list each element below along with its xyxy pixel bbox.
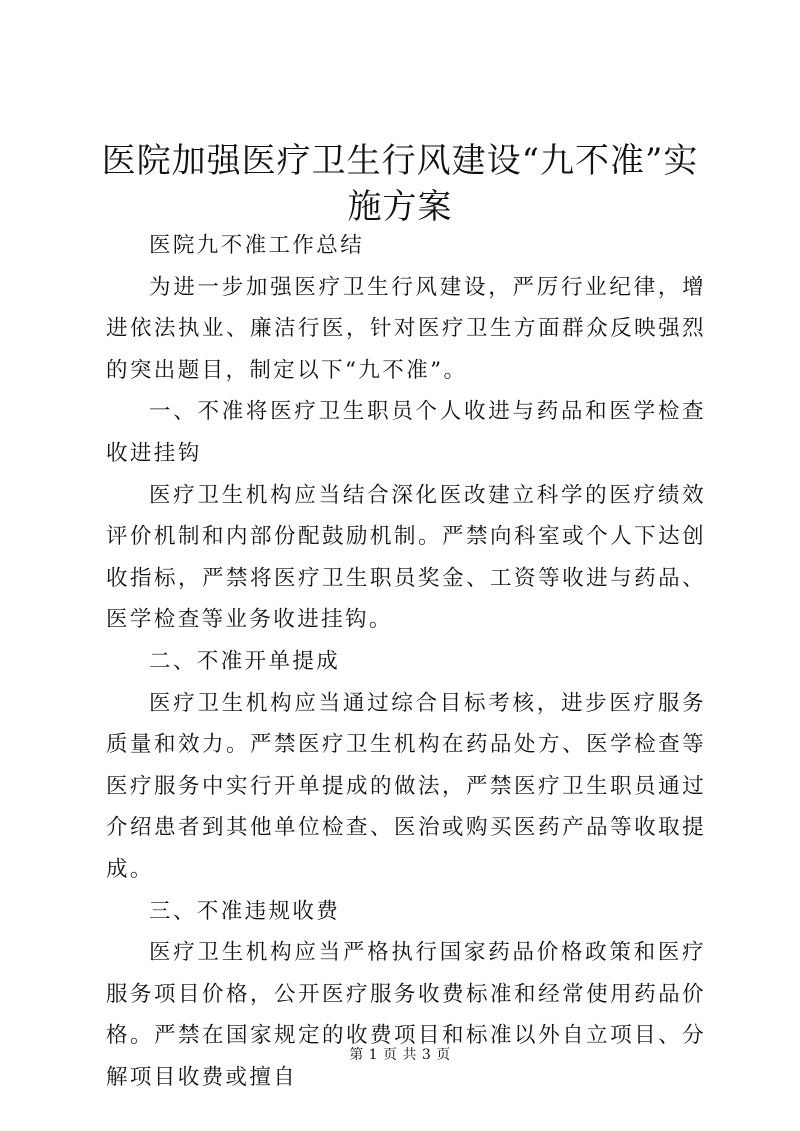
section-heading-3: 三、不准违规收费 xyxy=(149,898,341,924)
section-heading-2: 二、不准开单提成 xyxy=(149,648,341,674)
summary-label: 医院九不准工作总结 xyxy=(149,233,365,258)
section-heading-1: 一、不准将医疗卫生职员个人收进与药品和医学检查收进挂钩 xyxy=(106,399,706,466)
section-paragraph-2: 医疗卫生机构应当通过综合目标考核，进步医疗服务质量和效力。严禁医疗卫生机构在药品处方、医学检查等医疗服务中实行开单提成的做法，严禁医疗卫生职员通过介绍患者到其他单位检查、医治或购买医药产品等收取提成。 xyxy=(106,690,706,882)
intro-paragraph: 为进一步加强医疗卫生行风建设，严厉行业纪律，增进依法执业、廉洁行医，针对医疗卫生方面群众反映强烈的突出题目，制定以下“九不准”。 xyxy=(106,274,706,383)
section-paragraph-1: 医疗卫生机构应当结合深化医改建立科学的医疗绩效评价机制和内部份配鼓励机制。严禁向科室或个人下达创收指标，严禁将医疗卫生职员奖金、工资等收进与药品、医学检查等业务收进挂钩。 xyxy=(106,482,706,633)
section-paragraph-3: 医疗卫生机构应当严格执行国家药品价格政策和医疗服务项目价格，公开医疗服务收费标准和经常使用药品价格。严禁在国家规定的收费项目和标准以外自立项目、分解项目收费或擅自 xyxy=(106,940,706,1090)
document-title: 医院加强医疗卫生行风建设“九不准”实施方案 xyxy=(101,141,699,227)
page-number-footer: 第 1 页 共 3 页 xyxy=(349,1047,451,1063)
document-body xyxy=(106,225,706,1098)
